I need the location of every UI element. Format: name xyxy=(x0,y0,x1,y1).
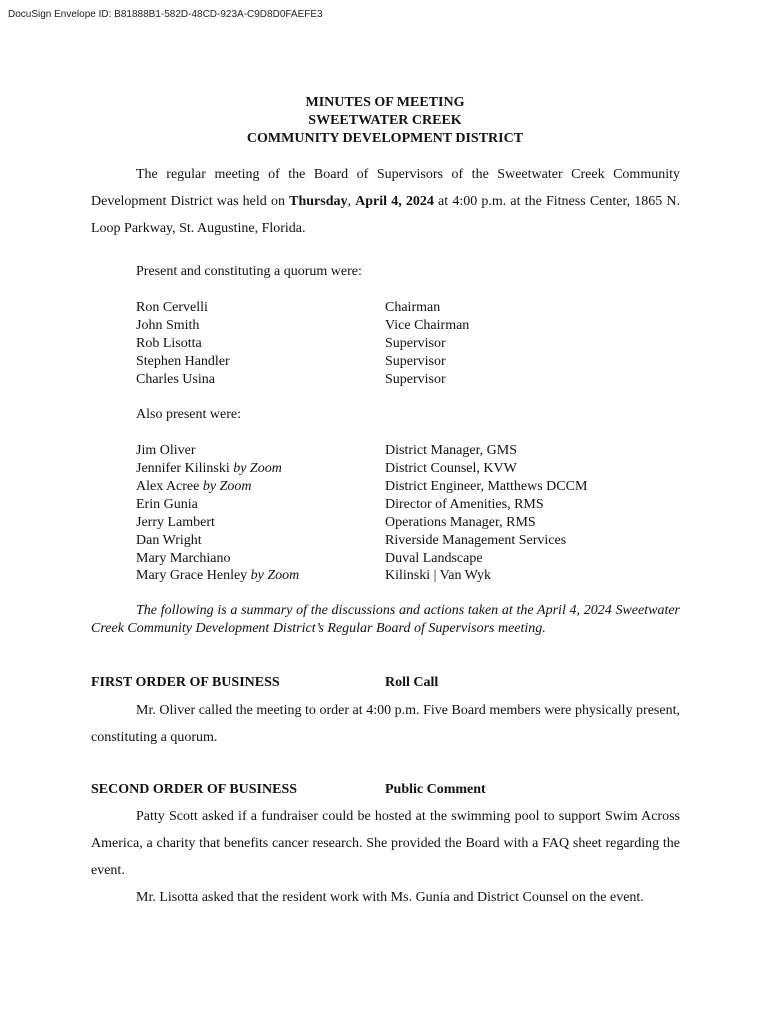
attendee-name: Dan Wright xyxy=(136,533,202,548)
title-line-1: MINUTES OF MEETING xyxy=(305,95,465,110)
second-order-text-2: Mr. Lisotta asked that the resident work with Ms. Gunia and District Counsel on the event. xyxy=(136,890,644,905)
first-order-heading xyxy=(91,674,680,692)
attendee-role: Director of Amenities, RMS xyxy=(385,497,544,512)
first-order-text: Mr. Oliver called the meeting to order at 4:00 p.m. Five Board members were physically present, constituting a quorum. xyxy=(91,703,680,745)
attendee-name: Erin Gunia xyxy=(136,497,198,512)
attendee-role: Duval Landscape xyxy=(385,551,483,566)
quorum-label: Present and constituting a quorum were: xyxy=(136,264,362,279)
docusign-envelope-id: DocuSign Envelope ID: B81888B1-582D-48CD-923A-C9D8D0FAEFE3 xyxy=(8,9,323,20)
intro-text-1: The regular meeting of the Board of Supervisors of the Sweetwater Creek Community Development District was held on xyxy=(91,167,680,209)
attendee-role: District Counsel, KVW xyxy=(385,461,517,476)
second-order-label: SECOND ORDER OF BUSINESS xyxy=(91,782,298,797)
second-order-text-1: Patty Scott asked if a fundraiser could be hosted at the swimming pool to support Swim Across America, a charity that benefits cancer research. She provided the Board with a FAQ sheet regarding the event. xyxy=(91,809,680,878)
title-line-3: COMMUNITY DEVELOPMENT DISTRICT xyxy=(246,131,524,146)
attendee-role: Riverside Management Services xyxy=(385,533,567,548)
attendee-name: John Smith xyxy=(136,318,200,333)
intro-paragraph xyxy=(91,161,680,242)
attendee-role: District Manager, GMS xyxy=(385,443,518,458)
attendee-name: Charles Usina xyxy=(136,372,215,387)
attendee-role: Supervisor xyxy=(385,336,446,351)
attendee-role: Operations Manager, RMS xyxy=(385,515,536,530)
attendee-role: Chairman xyxy=(385,300,441,315)
attendee-name: Jennifer Kilinski by Zoom xyxy=(136,461,282,476)
meeting-day: Thursday xyxy=(289,194,348,209)
attendee-name: Jim Oliver xyxy=(136,443,196,458)
summary-paragraph: The following is a summary of the discussions and actions taken at the April 4, 2024 Sweetwater Creek Community Development District’s Regular Board of Supervisors meeting. xyxy=(91,603,680,636)
first-order-topic: Roll Call xyxy=(385,675,439,690)
attendee-role: Supervisor xyxy=(385,354,446,369)
attendee-role: Supervisor xyxy=(385,372,446,387)
also-present-label: Also present were: xyxy=(136,407,241,422)
attendee-name: Alex Acree by Zoom xyxy=(136,479,252,494)
attendee-name: Ron Cervelli xyxy=(136,300,208,315)
intro-text-2: at 4:00 p.m. at the Fitness Center, 1865 N. Loop Parkway, St. Augustine, Florida. xyxy=(91,194,681,236)
title-line-2: SWEETWATER CREEK xyxy=(308,113,462,128)
meeting-date: April 4, 2024 xyxy=(355,194,434,209)
attendee-name: Mary Grace Henley by Zoom xyxy=(136,568,300,583)
attendee-name: Mary Marchiano xyxy=(136,551,231,566)
second-order-heading xyxy=(91,781,680,799)
second-order-topic: Public Comment xyxy=(385,782,486,797)
attendee-name: Jerry Lambert xyxy=(136,515,215,530)
attendee-role: District Engineer, Matthews DCCM xyxy=(385,479,588,494)
first-order-label: FIRST ORDER OF BUSINESS xyxy=(91,675,280,690)
attendee-name: Stephen Handler xyxy=(136,354,230,369)
attendee-role: Kilinski | Van Wyk xyxy=(385,568,492,583)
attendee-role: Vice Chairman xyxy=(385,318,470,333)
intro-sep: , xyxy=(347,194,356,209)
attendee-name: Rob Lisotta xyxy=(136,336,202,351)
